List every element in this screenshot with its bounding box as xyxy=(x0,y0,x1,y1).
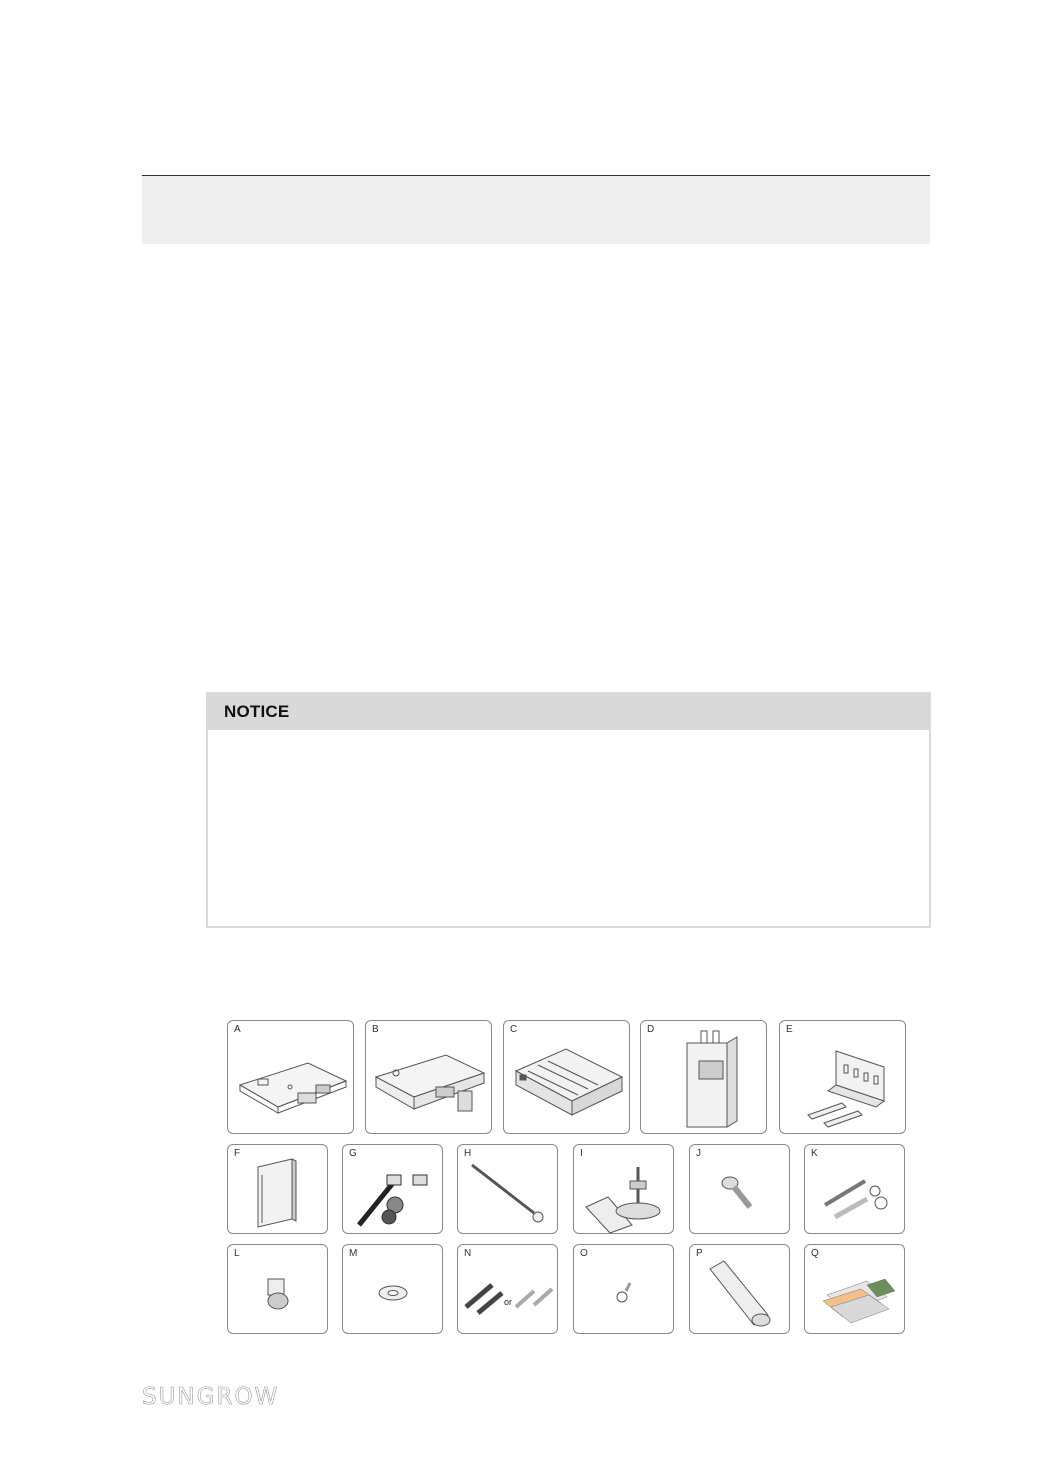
side-cover-icon xyxy=(228,1145,329,1235)
component-tile-j xyxy=(689,1144,790,1234)
component-letter: A xyxy=(234,1024,241,1035)
cable-gland-icon xyxy=(343,1145,444,1235)
component-letter: D xyxy=(647,1024,655,1035)
component-letter: P xyxy=(696,1248,703,1259)
washer-icon xyxy=(343,1245,444,1335)
screw-icon xyxy=(690,1145,791,1235)
component-tile-e xyxy=(779,1020,906,1134)
brand-logo: SUNGROW xyxy=(142,1384,280,1410)
component-letter: E xyxy=(786,1024,793,1035)
notice-header xyxy=(208,694,929,730)
ring-terminal-icon xyxy=(574,1245,675,1335)
component-letter: H xyxy=(464,1148,472,1159)
component-tile-c xyxy=(503,1020,630,1134)
notice-box xyxy=(206,692,931,928)
component-letter: I xyxy=(580,1148,583,1159)
long-screw-icon xyxy=(458,1145,559,1235)
mounting-bracket-icon xyxy=(780,1021,907,1135)
component-letter: C xyxy=(510,1024,518,1035)
component-tile-m xyxy=(342,1244,443,1334)
bracket-base-icon xyxy=(366,1021,493,1135)
component-tile-l xyxy=(227,1244,328,1334)
component-tile-i xyxy=(573,1144,674,1234)
component-tile-h xyxy=(457,1144,558,1234)
component-letter: O xyxy=(580,1248,588,1259)
component-tile-b xyxy=(365,1020,492,1134)
component-letter: G xyxy=(349,1148,357,1159)
component-tile-f xyxy=(227,1144,328,1234)
component-letter: N xyxy=(464,1248,472,1259)
component-letter: J xyxy=(696,1148,701,1159)
component-letter: Q xyxy=(811,1248,819,1259)
control-box-icon xyxy=(641,1021,768,1135)
pv-connector-icon xyxy=(458,1245,559,1335)
header-band xyxy=(142,176,930,244)
connector-plug-icon xyxy=(228,1245,329,1335)
component-tile-a xyxy=(227,1020,354,1134)
component-tile-d xyxy=(640,1020,767,1134)
component-letter: K xyxy=(811,1148,818,1159)
battery-module-icon xyxy=(504,1021,631,1135)
component-letter: L xyxy=(234,1248,240,1259)
tube-icon xyxy=(690,1245,791,1335)
or-label: or xyxy=(504,1297,513,1307)
component-tile-g xyxy=(342,1144,443,1234)
notice-title: NOTICE xyxy=(224,702,290,721)
component-letter: B xyxy=(372,1024,379,1035)
leveling-foot-icon xyxy=(574,1145,675,1235)
expansion-bolt-icon xyxy=(805,1145,906,1235)
component-letter: M xyxy=(349,1248,358,1259)
component-tile-k xyxy=(804,1144,905,1234)
component-tile-p xyxy=(689,1244,790,1334)
component-tile-o xyxy=(573,1244,674,1334)
component-tile-n xyxy=(457,1244,558,1334)
component-letter: F xyxy=(234,1148,241,1159)
documents-icon xyxy=(805,1245,906,1335)
bracket-plate-icon xyxy=(228,1021,355,1135)
component-tile-q xyxy=(804,1244,905,1334)
